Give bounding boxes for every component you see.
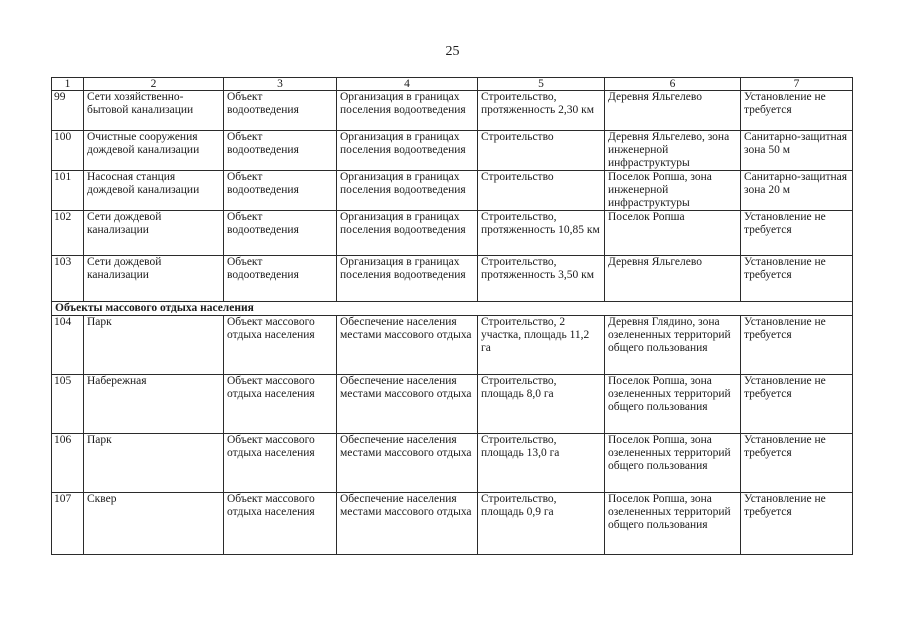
row-number: 100 [52,131,84,171]
table-row [52,91,853,131]
table-row [52,171,853,211]
object-purpose: Обеспечение населения местами массового отдыха [337,316,478,375]
object-purpose: Организация в границах поселения водоотведения [337,211,478,256]
row-number: 99 [52,91,84,131]
protection-zone: Установление не требуется [741,211,853,256]
object-type: Объект массового отдыха населения [224,375,337,434]
table-row [52,211,853,256]
row-number: 105 [52,375,84,434]
planned-activity: Строительство [478,171,605,211]
row-number: 106 [52,434,84,493]
object-name: Набережная [84,375,224,434]
protection-zone: Установление не требуется [741,316,853,375]
object-name: Сети дождевой канализации [84,211,224,256]
object-type: Объект массового отдыха населения [224,316,337,375]
column-number: 5 [478,78,605,91]
protection-zone: Санитарно-защитная зона 50 м [741,131,853,171]
table-row [52,434,853,493]
object-location: Поселок Ропша, зона озелененных территорий общего пользования [605,434,741,493]
object-purpose: Организация в границах поселения водоотведения [337,131,478,171]
planned-activity: Строительство, площадь 0,9 га [478,493,605,555]
objects-table [51,77,853,555]
object-location: Поселок Ропша [605,211,741,256]
row-number: 102 [52,211,84,256]
object-type: Объект массового отдыха населения [224,434,337,493]
object-type: Объект водоотведения [224,91,337,131]
planned-activity: Строительство, протяженность 10,85 км [478,211,605,256]
page-number: 25 [445,44,460,59]
object-location: Поселок Ропша, зона инженерной инфраструктуры [605,171,741,211]
protection-zone: Установление не требуется [741,91,853,131]
object-name: Насосная станция дождевой канализации [84,171,224,211]
table-row [52,375,853,434]
column-number: 7 [741,78,853,91]
object-purpose: Обеспечение населения местами массового отдыха [337,493,478,555]
object-location: Деревня Яльгелево, зона инженерной инфраструктуры [605,131,741,171]
section-heading-row [52,302,853,316]
object-purpose: Организация в границах поселения водоотведения [337,171,478,211]
row-number: 107 [52,493,84,555]
protection-zone: Установление не требуется [741,434,853,493]
object-name: Сквер [84,493,224,555]
planned-activity: Строительство, площадь 8,0 га [478,375,605,434]
object-type: Объект массового отдыха населения [224,493,337,555]
section-heading: Объекты массового отдыха населения [52,302,853,316]
object-purpose: Организация в границах поселения водоотведения [337,91,478,131]
planned-activity: Строительство [478,131,605,171]
object-name: Парк [84,434,224,493]
row-number: 101 [52,171,84,211]
column-number-row [52,78,853,91]
protection-zone: Установление не требуется [741,493,853,555]
column-number: 3 [224,78,337,91]
object-name: Сети дождевой канализации [84,256,224,302]
planned-activity: Строительство, 2 участка, площадь 11,2 га [478,316,605,375]
table-row [52,256,853,302]
protection-zone: Санитарно-защитная зона 20 м [741,171,853,211]
object-type: Объект водоотведения [224,256,337,302]
object-purpose: Обеспечение населения местами массового отдыха [337,434,478,493]
object-location: Деревня Яльгелево [605,256,741,302]
object-location: Поселок Ропша, зона озелененных территорий общего пользования [605,375,741,434]
column-number: 2 [84,78,224,91]
column-number: 1 [52,78,84,91]
planned-activity: Строительство, протяженность 3,50 км [478,256,605,302]
table-row [52,316,853,375]
object-location: Деревня Глядино, зона озелененных территорий общего пользования [605,316,741,375]
table-row [52,131,853,171]
object-name: Парк [84,316,224,375]
row-number: 103 [52,256,84,302]
object-location: Поселок Ропша, зона озелененных территорий общего пользования [605,493,741,555]
object-name: Сети хозяйственно-бытовой канализации [84,91,224,131]
protection-zone: Установление не требуется [741,256,853,302]
protection-zone: Установление не требуется [741,375,853,434]
object-purpose: Организация в границах поселения водоотведения [337,256,478,302]
object-location: Деревня Яльгелево [605,91,741,131]
column-number: 6 [605,78,741,91]
object-name: Очистные сооружения дождевой канализации [84,131,224,171]
planned-activity: Строительство, площадь 13,0 га [478,434,605,493]
object-purpose: Обеспечение населения местами массового отдыха [337,375,478,434]
object-type: Объект водоотведения [224,131,337,171]
row-number: 104 [52,316,84,375]
column-number: 4 [337,78,478,91]
table-row [52,493,853,555]
object-type: Объект водоотведения [224,211,337,256]
object-type: Объект водоотведения [224,171,337,211]
planned-activity: Строительство, протяженность 2,30 км [478,91,605,131]
